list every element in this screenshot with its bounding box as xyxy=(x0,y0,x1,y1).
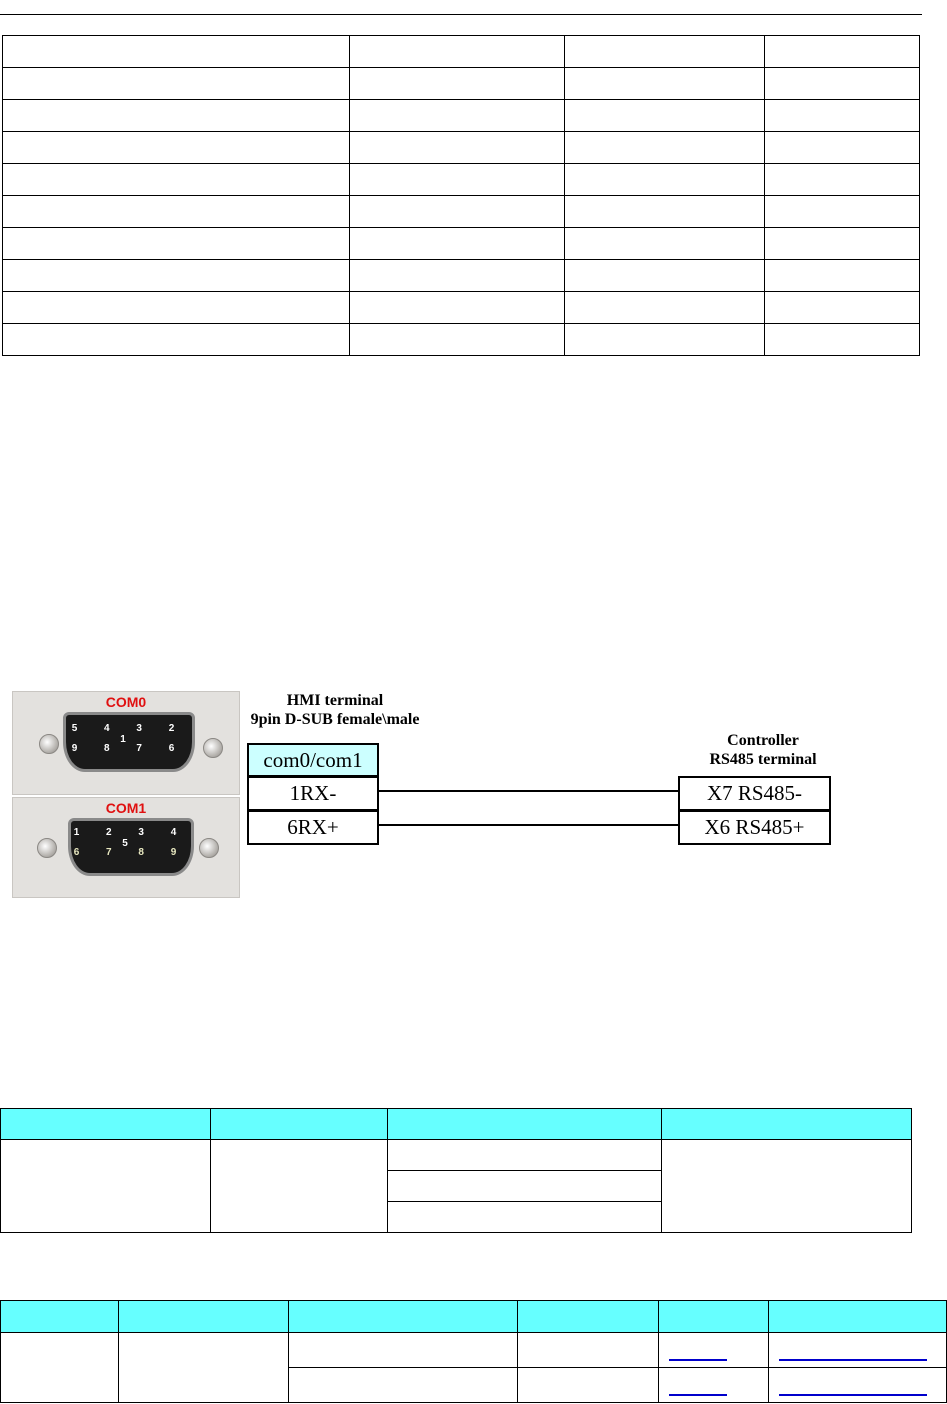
com0-connector-image xyxy=(12,691,240,795)
table-cell xyxy=(765,324,920,356)
table-cell xyxy=(565,292,765,324)
table-row xyxy=(3,260,920,292)
hmi-pin-1rx: 1RX- xyxy=(247,776,379,811)
table-cell xyxy=(765,292,920,324)
table-row xyxy=(3,292,920,324)
table-cell xyxy=(350,132,565,164)
ctrl-title-line2: RS485 terminal xyxy=(709,751,817,768)
table-cell xyxy=(3,196,350,228)
link-underline[interactable] xyxy=(779,1394,927,1396)
header-rule xyxy=(0,14,922,15)
table-cell xyxy=(3,228,350,260)
table-header-cell xyxy=(662,1109,912,1140)
table-header-cell xyxy=(1,1301,119,1333)
table-cell xyxy=(3,164,350,196)
table-row xyxy=(3,228,920,260)
table-cell xyxy=(765,68,920,100)
table-row xyxy=(3,324,920,356)
table-cell xyxy=(289,1333,518,1368)
hmi-title-line1: HMI terminal xyxy=(286,692,384,709)
table-cell xyxy=(765,36,920,68)
com1-pins-bottom: 6 7 8 9 xyxy=(73,847,189,858)
table-cell xyxy=(565,68,765,100)
table-header-cell xyxy=(119,1301,289,1333)
table-cell xyxy=(289,1368,518,1403)
table-header-cell xyxy=(1,1109,211,1140)
ctrl-title-line1: Controller xyxy=(727,732,799,749)
dsub-socket xyxy=(63,712,195,772)
link-underline[interactable] xyxy=(669,1394,727,1396)
table-header-cell xyxy=(289,1301,518,1333)
table-cell xyxy=(765,100,920,132)
com1-pins-top: 1 2 3 4 5 xyxy=(73,827,189,849)
wire-rx-plus xyxy=(379,824,679,826)
table-cell xyxy=(662,1140,912,1233)
table-cell xyxy=(518,1333,659,1368)
com1-connector-image xyxy=(12,797,240,898)
table-header-row xyxy=(1,1109,912,1140)
table-cell xyxy=(1,1333,119,1403)
com0-label: COM0 xyxy=(105,694,147,710)
hmi-port-header: com0/com1 xyxy=(247,743,379,777)
table-cell xyxy=(350,36,565,68)
table-cell xyxy=(3,324,350,356)
table-header-cell xyxy=(388,1109,662,1140)
table-cell xyxy=(388,1202,662,1233)
table-cell xyxy=(3,36,350,68)
table-cell xyxy=(350,324,565,356)
table-row xyxy=(3,132,920,164)
table-row xyxy=(1,1333,947,1368)
table-cell xyxy=(3,100,350,132)
controller-terminal-title xyxy=(678,731,848,769)
ctrl-pin-x7: X7 RS485- xyxy=(678,776,831,811)
table-header-cell xyxy=(518,1301,659,1333)
hmi-title-line2: 9pin D-SUB female\male xyxy=(250,711,420,728)
table-cell xyxy=(565,228,765,260)
table-header-cell xyxy=(769,1301,947,1333)
device-table xyxy=(0,1300,947,1403)
table-cell xyxy=(388,1171,662,1202)
table-row xyxy=(3,196,920,228)
com1-label: COM1 xyxy=(105,800,147,816)
table-row xyxy=(1,1140,912,1171)
table-cell xyxy=(518,1368,659,1403)
table-link-cell[interactable] xyxy=(659,1368,769,1403)
parameter-table xyxy=(2,35,920,356)
table-row xyxy=(3,100,920,132)
screw-icon xyxy=(203,738,223,758)
table-cell xyxy=(350,164,565,196)
table-cell xyxy=(350,228,565,260)
table-cell xyxy=(350,260,565,292)
com0-pins-bottom: 9 8 7 6 xyxy=(71,743,187,754)
screw-icon xyxy=(199,838,219,858)
wire-rx-minus xyxy=(379,790,679,792)
table-cell xyxy=(3,292,350,324)
ctrl-pin-x6: X6 RS485+ xyxy=(678,810,831,845)
table-link-cell[interactable] xyxy=(659,1333,769,1368)
table-cell xyxy=(565,260,765,292)
table-cell xyxy=(765,260,920,292)
table-row xyxy=(3,68,920,100)
table-header-row xyxy=(1,1301,947,1333)
table-cell xyxy=(3,132,350,164)
table-cell xyxy=(1,1140,211,1233)
hmi-terminal-title xyxy=(220,691,450,729)
table-cell xyxy=(350,292,565,324)
table-cell xyxy=(211,1140,388,1233)
table-row xyxy=(3,164,920,196)
screw-icon xyxy=(39,734,59,754)
table-cell xyxy=(765,228,920,260)
table-link-cell[interactable] xyxy=(769,1333,947,1368)
table-cell xyxy=(388,1140,662,1171)
table-cell xyxy=(765,196,920,228)
com0-pins-top: 5 4 3 2 1 xyxy=(71,723,187,745)
table-cell xyxy=(565,164,765,196)
table-header-cell xyxy=(659,1301,769,1333)
table-cell xyxy=(3,68,350,100)
screw-icon xyxy=(37,838,57,858)
table-cell xyxy=(350,68,565,100)
table-cell xyxy=(565,100,765,132)
table-cell xyxy=(765,132,920,164)
table-cell xyxy=(119,1333,289,1403)
dsub-plug xyxy=(68,818,194,876)
table-cell xyxy=(350,196,565,228)
table-cell xyxy=(565,324,765,356)
table-link-cell[interactable] xyxy=(769,1368,947,1403)
table-cell xyxy=(565,36,765,68)
table-cell xyxy=(3,260,350,292)
table-cell xyxy=(565,196,765,228)
link-underline[interactable] xyxy=(669,1359,727,1361)
table-row xyxy=(3,36,920,68)
address-table xyxy=(0,1108,912,1233)
table-cell xyxy=(565,132,765,164)
table-cell xyxy=(350,100,565,132)
table-cell xyxy=(765,164,920,196)
link-underline[interactable] xyxy=(779,1359,927,1361)
hmi-pin-6rx: 6RX+ xyxy=(247,810,379,845)
table-header-cell xyxy=(211,1109,388,1140)
